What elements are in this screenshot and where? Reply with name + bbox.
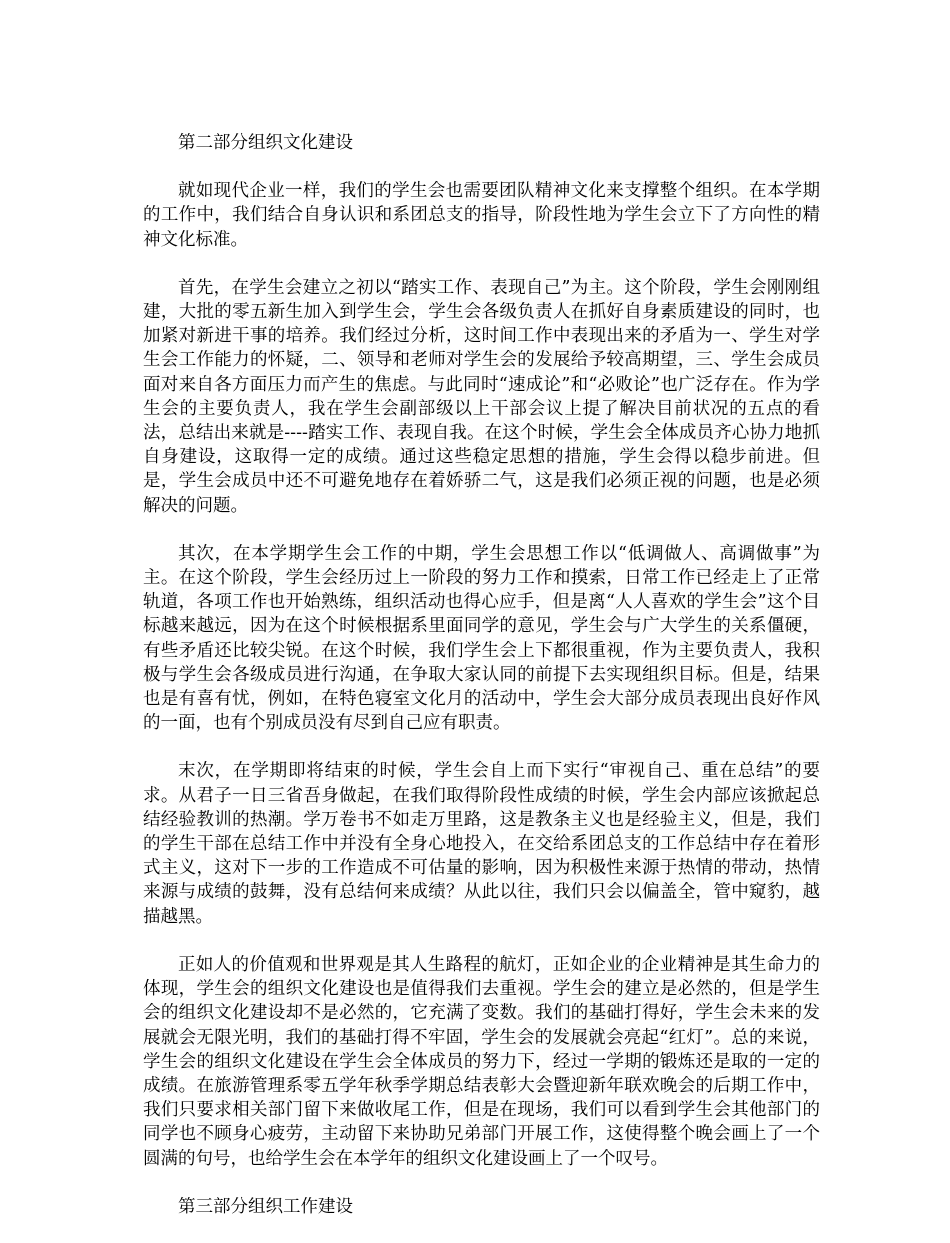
paragraph-final-stage: 末次，在学期即将结束的时候，学生会自上而下实行“审视自己、重在总结”的要求。从君子一日三省吾身做起，在我们取得阶段性成绩的时候，学生会内部应该掀起总结经验教训的热潮。学万卷书不如走万里路，这是教条主义也是经验主义，但是，我们的学生干部在总结工作中并没有全身心地投入，在交给系团总支的工作总结中存在着形式主义，这对下一步的工作造成不可估量的影响，因为积极性来源于热情的带动，热情来源与成绩的鼓舞，没有总结何来成绩？从此以往，我们只会以偏盖全，管中窥豹，越描越黑。: [143, 761, 820, 927]
paragraph-second-stage: 其次，在本学期学生会工作的中期，学生会思想工作以“低调做人、高调做事”为主。在这个阶段，学生会经历过上一阶段的努力工作和摸索，日常工作已经走上了正常轨道，各项工作也开始熟练，组织活动也得心应手，但是离“人人喜欢的学生会”这个目标越来越远，因为在这个时候根据系里面同学的意见，学生会与广大学生的关系僵硬，有些矛盾还比较尖锐。在这个时候，我们学生会上下都很重视，作为主要负责人，我积极与学生会各级成员进行沟通，在争取大家认同的前提下去实现组织目标。但是，结果也是有喜有忧，例如，在特色寝室文化月的活动中，学生会大部分成员表现出良好作风的一面，也有个别成员没有尽到自己应有职责。: [143, 543, 820, 734]
section-heading-part3: 第三部分组织工作建设: [178, 1196, 353, 1217]
document-page: [143, 131, 820, 1243]
paragraph-intro: 就如现代企业一样，我们的学生会也需要团队精神文化来支撑整个组织。在本学期的工作中，我们结合自身认识和系团总支的指导，阶段性地为学生会立下了方向性的精神文化标准。: [143, 181, 820, 250]
paragraph-summary: 正如人的价值观和世界观是其人生路程的航灯，正如企业的企业精神是其生命力的体现，学生会的组织文化建设也是值得我们去重视。学生会的建立是必然的，但是学生会的组织文化建设却不是必然的，它充满了变数。我们的基础打得好，学生会未来的发展就会无限光明，我们的基础打得不牢固，学生会的发展就会亮起“红灯”。总的来说，学生会的组织文化建设在学生会全体成员的努力下，经过一学期的锻炼还是取的一定的成绩。在旅游管理系零五学年秋季学期总结表彰大会暨迎新年联欢晚会的后期工作中，我们只要求相关部门留下来做收尾工作，但是在现场，我们可以看到学生会其他部门的同学也不顾身心疲劳，主动留下来协助兄弟部门开展工作，这使得整个晚会画上了一个圆满的句号，也给学生会在本学年的组织文化建设画上了一个叹号。: [143, 954, 820, 1169]
paragraph-first-stage: 首先，在学生会建立之初以“踏实工作、表现自己”为主。这个阶段，学生会刚刚组建，大批的零五新生加入到学生会，学生会各级负责人在抓好自身素质建设的同时，也加紧对新进干事的培养。我们经过分析，这时间工作中表现出来的矛盾为一、学生对学生会工作能力的怀疑，二、领导和老师对学生会的发展给予较高期望，三、学生会成员面对来自各方面压力而产生的焦虑。与此同时“速成论”和“必败论”也广泛存在。作为学生会的主要负责人，我在学生会副部级以上干部会议上提了解决目前状况的五点的看法，总结出来就是----踏实工作、表现自我。在这个时候，学生会全体成员齐心协力地抓自身建设，这取得一定的成绩。通过这些稳定思想的措施，学生会得以稳步前进。但是，学生会成员中还不可避免地存在着娇骄二气，这是我们必须正视的问题，也是必须解决的问题。: [143, 277, 820, 516]
section-heading-part2: 第二部分组织文化建设: [178, 133, 353, 153]
